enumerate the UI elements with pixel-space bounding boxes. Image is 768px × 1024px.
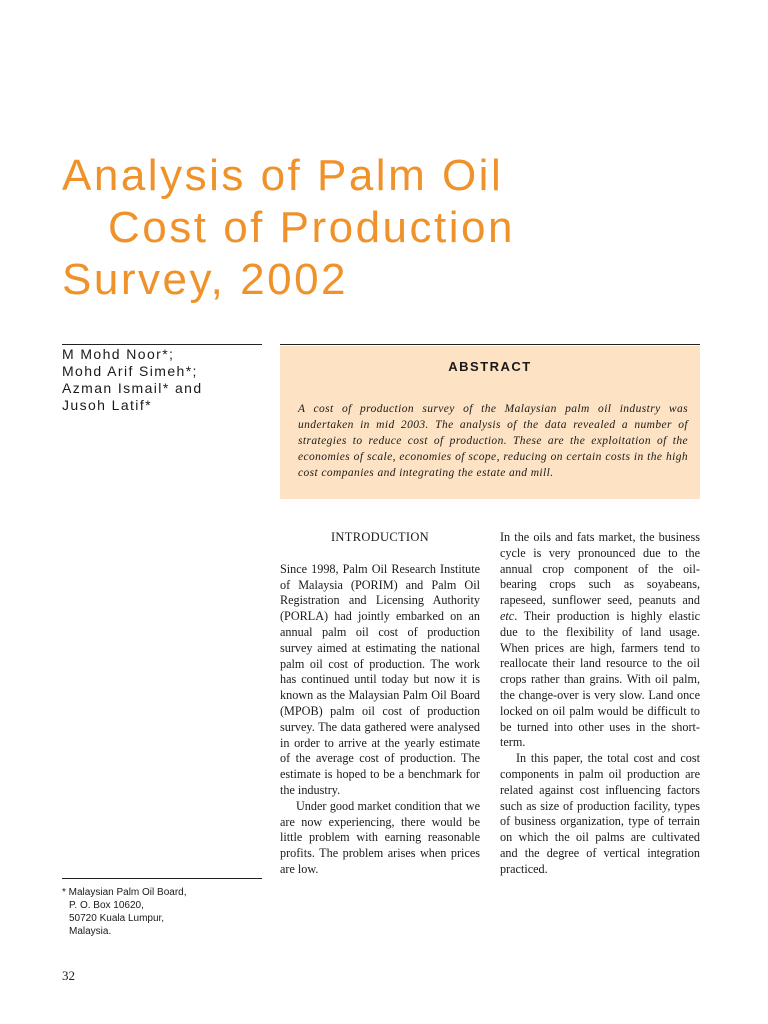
author-4: Jusoh Latif*: [62, 397, 152, 413]
author-1: M Mohd Noor*;: [62, 346, 175, 362]
abstract-box: [280, 346, 700, 499]
footnote-line-4: Malaysia.: [69, 926, 112, 937]
abstract-top-divider: [280, 344, 700, 345]
footnote-divider: [62, 878, 262, 879]
author-list: [62, 346, 262, 414]
body-column-right: [500, 530, 700, 878]
abstract-text: A cost of production survey of the Malaysian palm oil industry was undertaken in mid 2003. The analysis of the data revealed a number of strategies to reduce cost of production. These are the exploitation of the economies of scale, economies of scope, reducing on certain costs in the high cost companies and integrating the estate and mill.: [298, 403, 688, 479]
introduction-heading: INTRODUCTION: [330, 530, 430, 544]
paper-title: [62, 150, 682, 306]
title-line-2: Cost of Production: [108, 203, 515, 252]
p3-text-a: In the oils and fats market, the business cycle is very pronounced due to the annual crop component of the oil-bearing crops such as soyabeans, rapeseed, sunflower seed, peanuts and: [500, 530, 700, 608]
author-2: Mohd Arif Simeh*;: [62, 363, 198, 379]
footnote-line-1: * Malaysian Palm Oil Board,: [62, 887, 187, 898]
body-column-left: [280, 530, 480, 878]
p3-text-b: . Their production is highly elastic due to the flexibility of land usage. When prices are high, farmers tend to reallocate their land resource to the oil crops rather than grains. With oil palm, the change-over is very slow. Land once locked on oil palm would be difficult to be turned into other uses in the short-term.: [500, 608, 700, 750]
affiliation-footnote: [62, 886, 272, 938]
intro-paragraph-4: In this paper, the total cost and cost components in palm oil production are related against cost influencing factors such as size of production facility, types of business organization, type of terrain on which the oil palms are cultivated and the degree of vertical integration practiced.: [500, 751, 700, 876]
p3-etc: etc: [500, 608, 515, 623]
page-number: 32: [62, 968, 75, 983]
abstract-heading: ABSTRACT: [448, 359, 532, 374]
title-line-3: Survey, 2002: [62, 255, 349, 304]
authors-top-divider: [62, 344, 262, 345]
intro-paragraph-2: Under good market condition that we are now experiencing, there would be little problem with earning reasonable profits. The problem arises when prices are low.: [280, 798, 480, 876]
footnote-line-2: P. O. Box 10620,: [69, 900, 144, 911]
footnote-line-3: 50720 Kuala Lumpur,: [69, 913, 165, 924]
author-3: Azman Ismail* and: [62, 380, 203, 396]
intro-paragraph-1: Since 1998, Palm Oil Research Institute of Malaysia (PORIM) and Palm Oil Registration and Licensing Authority (PORLA) had jointly embarked on an annual palm oil cost of production survey aimed at estimating the national palm oil cost of production. The work has continued until today but now it is known as the Malaysian Palm Oil Board (MPOB) palm oil cost of production survey. The data gathered were analysed in order to arrive at the yearly estimate of the average cost of production. The estimate is hoped to be a benchmark for the industry.: [280, 561, 480, 797]
title-line-1: Analysis of Palm Oil: [62, 151, 504, 200]
intro-paragraph-3: [500, 530, 700, 751]
